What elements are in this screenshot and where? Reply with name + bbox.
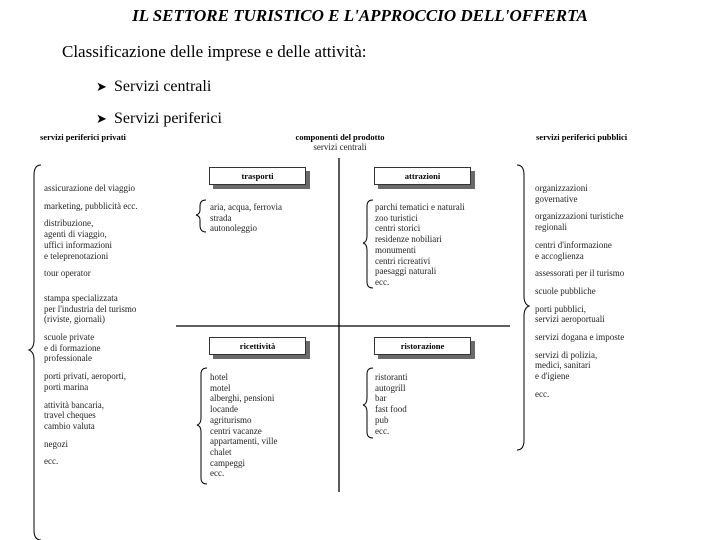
list-item: locande — [210, 404, 238, 415]
list-item: (riviste, giornali) — [44, 314, 105, 325]
list-item: campeggi — [210, 457, 245, 468]
right-brace — [517, 165, 529, 450]
list-item: regionali — [535, 222, 567, 233]
list-item: e d'igiene — [535, 371, 570, 382]
list-item: e teleprenotazioni — [44, 250, 109, 261]
list-gap — [535, 233, 624, 240]
list-item: pub — [375, 414, 389, 425]
list-item: agenti di viaggio, — [44, 229, 107, 240]
attrazioni-items-list — [375, 202, 465, 288]
list-item: alberghi, pensioni — [210, 393, 275, 404]
bullet-label: Servizi periferici — [114, 110, 222, 127]
list-item: motel — [210, 382, 231, 393]
list-gap — [44, 211, 137, 218]
list-item: porti pubblici, — [535, 303, 586, 314]
list-item: negozi — [44, 438, 68, 449]
bullet-label: Servizi centrali — [114, 78, 212, 95]
subtitle: Classificazione delle imprese e delle attività: — [62, 42, 367, 61]
trasporti-brace — [196, 200, 206, 232]
list-gap — [535, 204, 624, 211]
header-private-services: servizi periferici privati — [40, 132, 126, 142]
list-item: autonoleggio — [210, 223, 257, 234]
list-item: governative — [535, 193, 578, 204]
list-item: agriturismo — [210, 414, 252, 425]
list-gap — [44, 279, 137, 286]
list-item: organizzazioni turistiche — [535, 211, 624, 222]
ristorazione-items-list — [375, 372, 408, 436]
list-item: paesaggi naturali — [375, 266, 437, 277]
list-item: ecc. — [375, 425, 390, 436]
page-title: IL SETTORE TURISTICO E L'APPROCCIO DELL'OFFERTA — [132, 6, 588, 25]
list-gap — [44, 364, 137, 371]
ristorazione-brace — [363, 368, 373, 438]
list-item: servizi dogana e imposte — [535, 332, 625, 343]
list-gap — [535, 261, 624, 268]
list-item: centri vacanze — [210, 425, 262, 436]
list-item: cambio valuta — [44, 420, 95, 431]
arrow-bullet-icon: ➤ — [96, 79, 107, 94]
list-item: ecc. — [535, 388, 550, 399]
list-item: assessorati per il turismo — [535, 268, 625, 279]
list-item: hotel — [210, 372, 228, 382]
list-item: ristoranti — [375, 372, 408, 382]
list-item: appartamenti, ville — [210, 436, 278, 447]
list-item: parchi tematici e naturali — [375, 202, 465, 212]
list-item: ecc. — [44, 456, 59, 467]
list-item: uffici informazioni — [44, 239, 113, 250]
list-item: ecc. — [210, 468, 225, 479]
list-item: monumenti — [375, 244, 416, 255]
list-item: strada — [210, 212, 232, 223]
list-item: autogrill — [375, 382, 406, 393]
arrow-bullet-icon: ➤ — [96, 111, 107, 126]
list-item: porti privati, aeroporti, — [44, 371, 126, 382]
list-item: bar — [375, 393, 387, 404]
attrazioni-brace — [363, 200, 373, 288]
list-item: residenze nobiliari — [375, 234, 442, 245]
list-item: marketing, pubblicità ecc. — [44, 200, 138, 211]
list-item: porti marina — [44, 381, 89, 392]
list-item: fast food — [375, 404, 407, 415]
list-gap — [44, 449, 137, 456]
list-item: servizi di polizia, — [535, 349, 598, 360]
list-item: zoo turistici — [375, 212, 418, 223]
list-item: centri storici — [375, 223, 421, 234]
box-ristorazione: ristorazione — [374, 337, 471, 355]
list-gap — [535, 297, 624, 304]
list-item: scuole pubbliche — [535, 285, 596, 296]
list-gap — [44, 261, 137, 268]
list-item: e di formazione — [44, 342, 101, 353]
list-item: distribuzione, — [44, 218, 94, 229]
list-gap — [535, 325, 624, 332]
list-gap — [44, 194, 137, 201]
header-public-services: servizi periferici pubblici — [536, 132, 628, 142]
list-gap — [535, 279, 624, 286]
list-item: tour operator — [44, 268, 91, 279]
list-item: medici, sanitari — [535, 360, 591, 371]
list-item: ecc. — [375, 276, 390, 287]
list-item: stampa specializzata — [44, 292, 118, 303]
list-gap — [44, 432, 137, 439]
list-gap — [535, 343, 624, 350]
list-item: travel cheques — [44, 410, 96, 421]
list-gap — [44, 325, 137, 332]
list-item: professionale — [44, 353, 92, 364]
box-attrazioni: attrazioni — [374, 167, 471, 185]
list-item: centri d'informazione — [535, 239, 612, 250]
list-gap — [44, 393, 137, 400]
list-item: aria, acqua, ferrovia — [210, 202, 282, 212]
left-brace — [29, 165, 41, 540]
list-item: e accoglienza — [535, 250, 584, 261]
box-trasporti: trasporti — [209, 167, 306, 185]
list-item: organizzazioni — [535, 183, 588, 193]
header-product-components: componenti del prodotto — [295, 132, 385, 142]
list-item: attività bancaria, — [44, 399, 104, 410]
box-ricettivita: ricettività — [209, 337, 306, 355]
ricettivita-items-list — [210, 372, 277, 479]
list-gap — [535, 382, 624, 389]
list-item: centri ricreativi — [375, 255, 431, 266]
list-gap — [44, 286, 137, 293]
left-items-list — [44, 183, 137, 467]
trasporti-items-list — [210, 202, 282, 234]
list-item: servizi aeroportuali — [535, 314, 605, 325]
list-item: per l'industria del turismo — [44, 303, 137, 314]
list-item: chalet — [210, 446, 232, 457]
list-item: assicurazione del viaggio — [44, 183, 135, 193]
header-central-services: servizi centrali — [313, 142, 367, 152]
ricettivita-brace — [197, 368, 207, 484]
right-items-list — [535, 183, 624, 400]
list-item: scuole private — [44, 332, 95, 343]
